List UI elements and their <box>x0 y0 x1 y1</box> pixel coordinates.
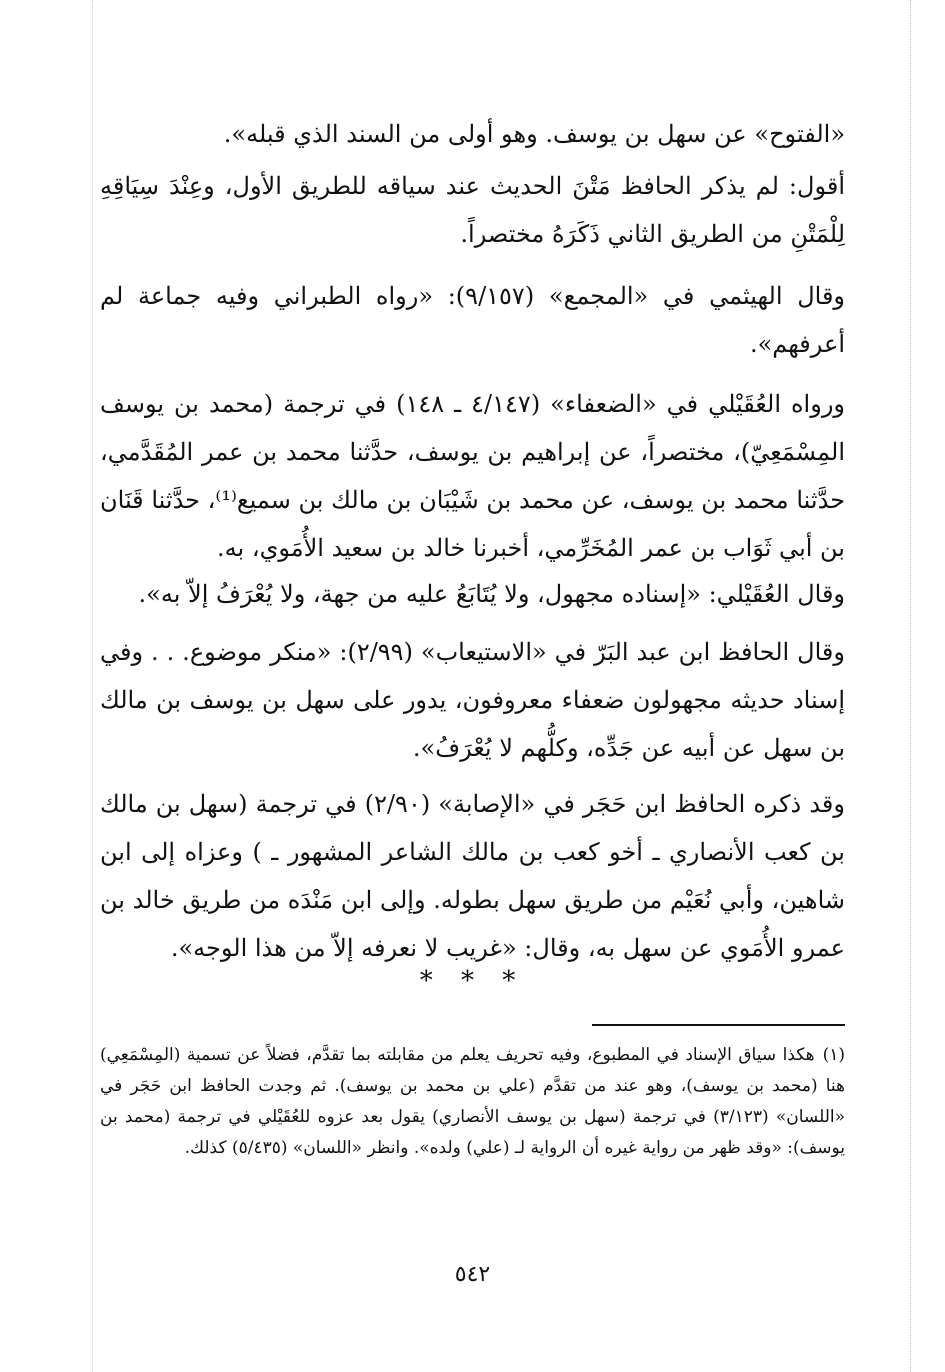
paragraph-3: وقال الهيثمي في «المجمع» (٩/١٥٧): «رواه الطبراني وفيه جماعة لم أعرفهم». <box>100 282 846 358</box>
paragraph-6: وقال الحافظ ابن عبد البَرّ في «الاستيعاب» (٢/٩٩): «منكر موضوع. . . وفي إسناد حديثه مجهولون ضعفاء معروفون، يدور على سهل بن يوسف بن مالك بن سهل عن أبيه عن جَدِّه، وكلُّهم لا يُعْرَفُ». <box>100 638 845 762</box>
paragraph-5: وقال العُقَيْلي: «إسناده مجهول، ولا يُتَابَعُ عليه من جهة، ولا يُعْرَفُ إلاّ به». <box>138 580 845 608</box>
footnote-marker: (١) <box>822 1045 845 1065</box>
paragraph-1: «الفتوح» عن سهل بن يوسف. وهو أولى من السند الذي قبله». <box>223 120 845 148</box>
footnote-text: هكذا سياق الإسناد في المطبوع، وفيه تحريف يعلم من مقابلته بما تقدَّم، فضلاً عن تسمية (المِسْمَعِي) هنا (محمد بن يوسف)، وهو عند من تقدَّم (علي بن محمد بن يوسف). ثم وجدت الحافظ ابن حَجَر في «اللسان» (٣/١٢٣) في ترجمة (سهل بن يوسف الأنصاري) يقول بعد عزوه للعُقَيْلي في ترجمة (محمد بن يوسف): «وقد ظهر من رواية غيره أن الرواية لـ (علي) ولده». وانظر «اللسان» (٥/٤٣٥) كذلك. <box>100 1045 846 1158</box>
paragraph-4: ورواه العُقَيْلي في «الضعفاء» (٤/١٤٧ ـ ١٤٨) في ترجمة (محمد بن يوسف المِسْمَعِيّ)، مختصراً، عن إبراهيم بن يوسف، حدَّثنا محمد بن عمر المُقَدَّمي، حدَّثنا محمد بن يوسف، عن محمد بن شَيْبَان بن مالك بن سميع⁽¹⁾، حدَّثنا قَنَان بن أبي ثَوَاب بن عمر المُخَرِّمي، أخبرنا خالد بن سعيد الأُمَوي، به. <box>100 390 846 562</box>
scan-margin-left <box>92 0 93 1372</box>
footnote-rule <box>592 1024 845 1026</box>
paragraph-2: أقول: لم يذكر الحافظ مَتْنَ الحديث عند سياقه للطريق الأول، وعِنْدَ سِيَاقِهِ لِلْمَتْنِ من الطريق الثاني ذَكَرَهُ مختصراً. <box>100 172 845 248</box>
scan-margin-right <box>910 0 911 1372</box>
paragraph-7: وقد ذكره الحافظ ابن حَجَر في «الإصابة» (٢/٩٠) في ترجمة (سهل بن مالك بن كعب الأنصاري ـ أخو كعب بن مالك الشاعر المشهور ـ ) وعزاه إلى ابن شاهين، وأبي نُعَيْم من طريق سهل بطوله. وإلى ابن مَنْدَه من طريق خالد بن عمرو الأُمَوي عن سهل به، وقال: «غريب لا نعرفه إلاّ من هذا الوجه». <box>100 790 845 962</box>
page-number: ٥٤٢ <box>454 1262 491 1287</box>
footnote <box>100 1040 845 1164</box>
section-separator: * * * <box>419 966 526 996</box>
